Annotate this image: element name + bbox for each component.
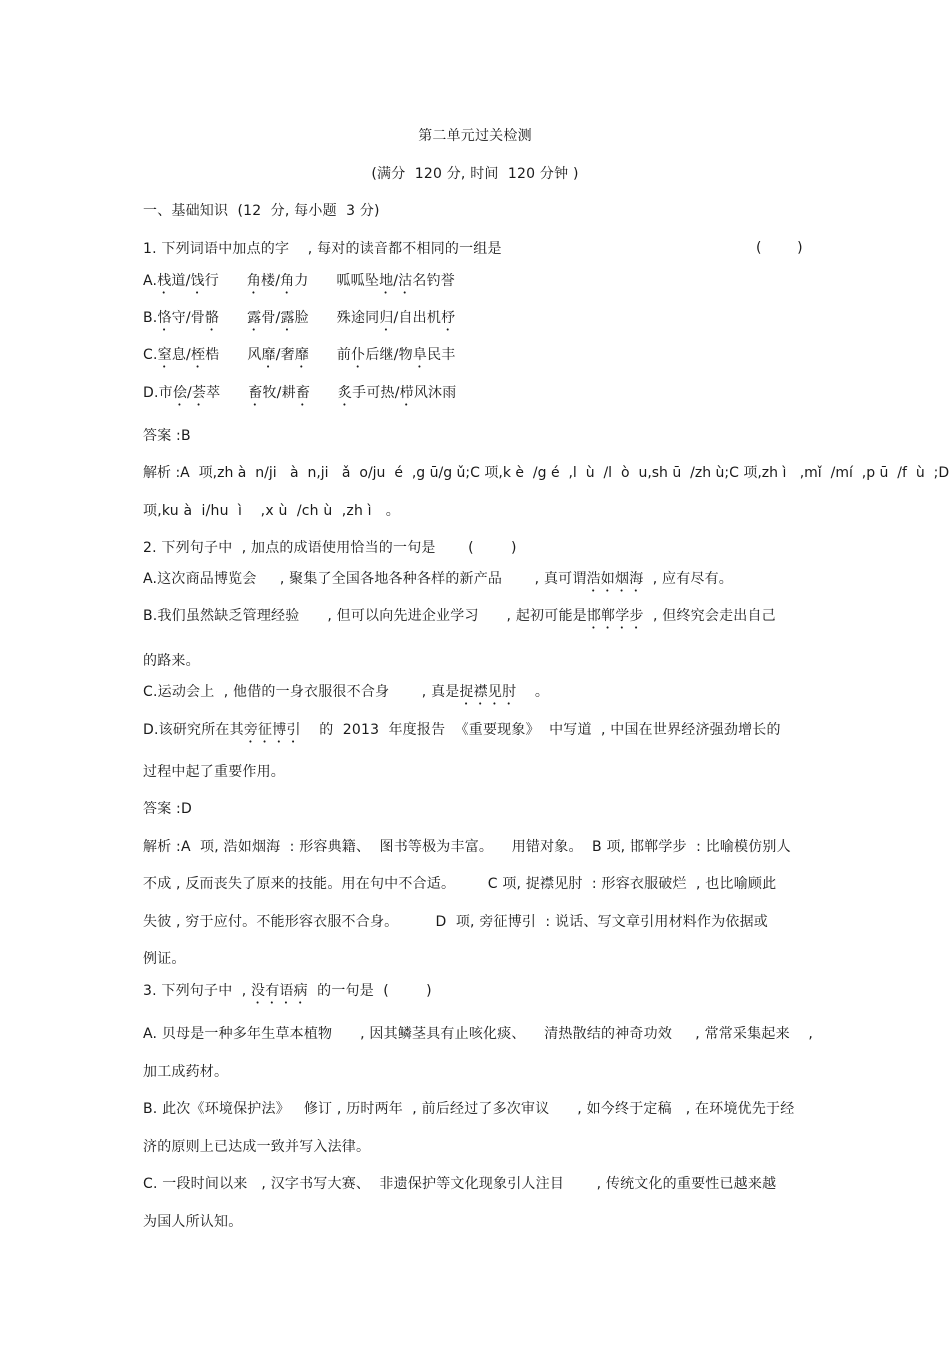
q2-stem: 2. 下列句子中 , 加点的成语使用恰当的一句是 ( )	[143, 540, 517, 556]
q1-answer: 答案 :B	[143, 428, 191, 444]
q2-analysis-line4: 例证。	[143, 951, 186, 967]
q3-option-a-line1: A. 贝母是一种多年生草本植物 , 因其鳞茎具有止咳化痰、 清热散结的神奇功效 , 常常采集起来 ,	[143, 1026, 814, 1042]
q3-stem: 3. 下列句子中 , 没有语病 的一句是 ( )	[143, 983, 432, 999]
q2-option-d-line1: D.该研究所在其旁征博引 的 2013 年度报告 《重要现象》 中写道 , 中国在世界经济强劲增长的	[143, 722, 781, 738]
q3-option-a-line2: 加工成药材。	[143, 1064, 229, 1080]
q1-answer-bracket: ( )	[756, 240, 803, 256]
q3-option-c-line2: 为国人所认知。	[143, 1214, 243, 1230]
q1-analysis-line2: 项,ku à i/hu ì ,x ù /ch ù ,zh ì 。	[143, 503, 400, 519]
q3-option-c-line1: C. 一段时间以来 , 汉字书写大赛、 非遗保护等文化现象引人注目 , 传统文化的重要性已越来越	[143, 1176, 777, 1192]
q2-option-a: A.这次商品博览会 , 聚集了全国各地各种各样的新产品 , 真可谓浩如烟海 , 应有尽有。	[143, 571, 734, 587]
q2-option-c: C.运动会上 , 他借的一身衣服很不合身 , 真是捉襟见肘 。	[143, 684, 550, 700]
q2-analysis-line3: 失彼 , 穷于应付。不能形容衣服不合身。 D 项, 旁征博引 : 说话、写文章引用材料作为依据或	[143, 914, 768, 930]
q1-option-b: B.恪守/骨骼 露骨/露脸 殊途同归/自出机杼	[143, 310, 456, 326]
q1-option-a: A.栈道/饯行 角楼/角力 呱呱坠地/沽名钓誉	[143, 273, 455, 289]
q1-option-d: D.市侩/荟萃 畜牧/耕畜 炙手可热/栉风沐雨	[143, 385, 457, 401]
q1-option-c: C.窒息/桎梏 风靡/奢靡 前仆后继/物阜民丰	[143, 347, 456, 363]
q2-option-b-line2: 的路来。	[143, 653, 200, 669]
q2-option-b-line1: B.我们虽然缺乏管理经验 , 但可以向先进企业学习 , 起初可能是邯郸学步 , 但终究会走出自己	[143, 608, 776, 624]
q2-option-d-line2: 过程中起了重要作用。	[143, 764, 285, 780]
q3-option-b-line1: B. 此次《环境保护法》 修订 , 历时两年 , 前后经过了多次审议 , 如今终于定稿 , 在环境优先于经	[143, 1101, 795, 1117]
q2-analysis-line2: 不成 , 反而丧失了原来的技能。用在句中不合适。 C 项, 捉襟见肘 : 形容衣服破烂 , 也比喻顾此	[143, 876, 777, 892]
page-subtitle: (满分 120 分, 时间 120 分钟 )	[371, 166, 579, 182]
page-title: 第二单元过关检测	[418, 128, 532, 144]
q2-analysis-line1: 解析 :A 项, 浩如烟海 : 形容典籍、 图书等极为丰富。 用错对象。 B 项, 邯郸学步 : 比喻模仿别人	[143, 839, 791, 855]
q2-answer: 答案 :D	[143, 801, 192, 817]
q1-analysis-line1: 解析 :A 项,zh à n/ji à n,ji ǎ o/ju é ,g ū/g ǔ;C 项,k è /g é ,l ù /l ò u,sh ū /zh ù;C 项,zh ì ,mǐ /mí ,p ū /f ù ;D	[143, 465, 950, 481]
q1-stem: 1. 下列词语中加点的字 , 每对的读音都不相同的一组是	[143, 241, 502, 257]
section-heading: 一、基础知识 (12 分, 每小题 3 分)	[143, 203, 380, 219]
q3-option-b-line2: 济的原则上已达成一致并写入法律。	[143, 1139, 371, 1155]
